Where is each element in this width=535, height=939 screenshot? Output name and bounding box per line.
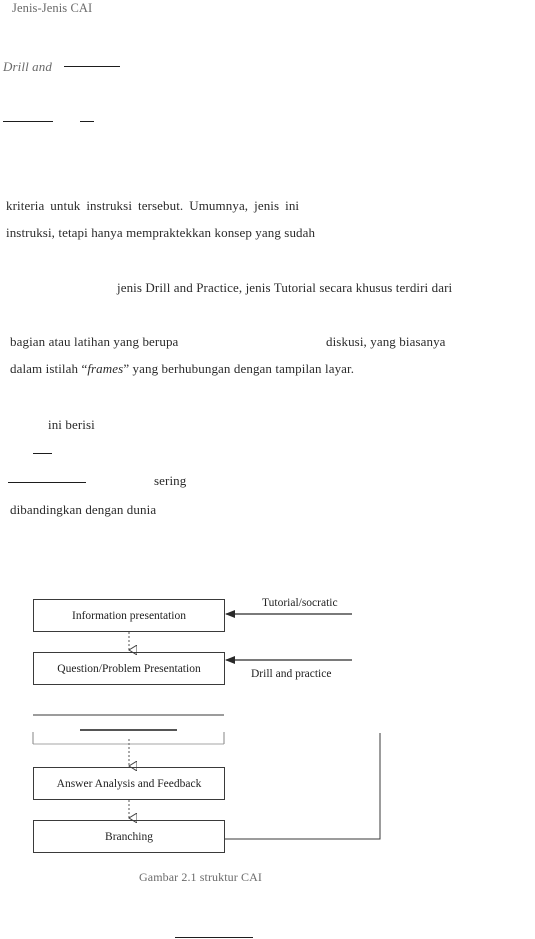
paragraph-2-line-1: jenis Drill and Practice, jenis Tutorial secara khusus terdiri dari [117,280,453,295]
branching-loop-line [225,733,380,839]
section-heading: Jenis-Jenis CAI [12,1,93,15]
paragraph-2-line-2a: bagian atau latihan yang berupa [10,334,179,349]
paragraph-3-line-3: dibandingkan dengan dunia [10,502,157,517]
figure-caption: Gambar 2.1 struktur CAI [139,870,262,884]
drill-heading: Drill and [3,59,52,74]
frames-term: frames [87,361,124,376]
paragraph-2-line-3-post: ” yang berhubungan dengan tampilan layar. [123,361,355,376]
paragraph-2-line-3-pre: dalam istilah “ [10,361,88,376]
paragraph-1-line-1: kriteria untuk instruksi tersebut. Umumnya, jenis ini [6,198,300,213]
answer-analysis-label: Answer Analysis and Feedback [56,777,202,790]
paragraph-3-line-2: sering [154,473,187,488]
paragraph-3-line-1: ini berisi [48,417,95,432]
paragraph-1-line-2: instruksi, tetapi hanya mempraktekkan konsep yang sudah [6,225,316,240]
answer-analysis-box [33,767,225,800]
drill-practice-label: Drill and practice [251,668,332,680]
question-problem-box [33,652,225,685]
tutorial-socratic-label: Tutorial/socratic [262,597,338,609]
information-presentation-box [33,599,225,632]
information-presentation-label: Information presentation [71,609,186,622]
paragraph-2-line-2b: diskusi, yang biasanya [326,334,446,349]
branching-label: Branching [105,830,153,843]
bottom-rule [175,937,253,938]
question-problem-label: Question/Problem Presentation [57,662,201,675]
branching-box [33,820,225,853]
